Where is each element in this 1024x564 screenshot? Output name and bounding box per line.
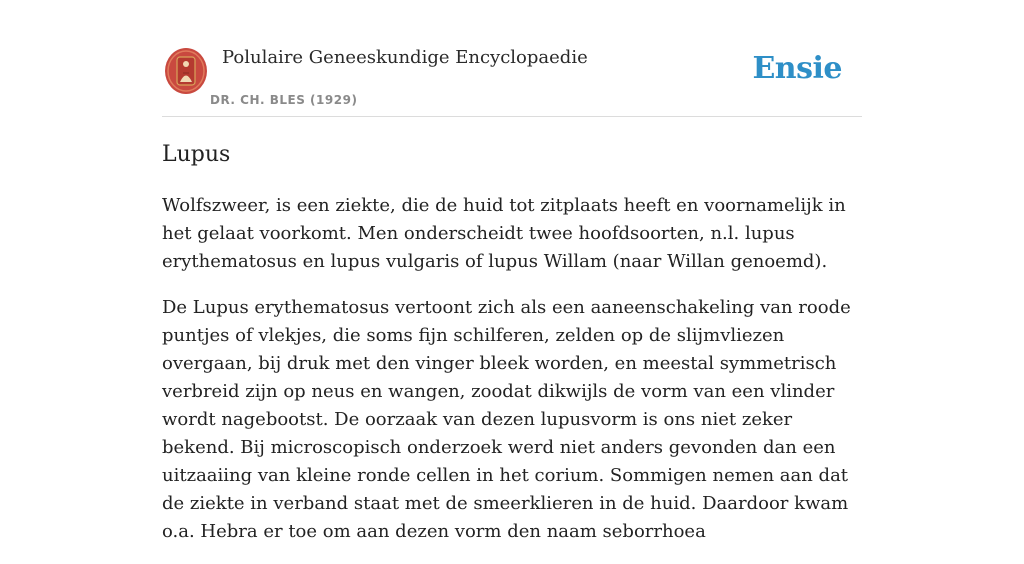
paragraph: De Lupus erythematosus vertoont zich als een aaneenschakeling van roode puntjes of vlekjes, die soms fijn schilferen, zelden op de slijmvliezen overgaan, bij druk met den vinger bleek worden, en meestal symmetrisch verbreid zijn op neus en wangen, zoodat dikwijls de vorm van een vlinder wordt nagebootst. De oorzaak van dezen lupusvorm is ons niet zeker bekend. Bij microscopisch onderzoek werd niet anders gevonden dan een uitzaaiing van kleine ronde cellen in het corium. Sommigen nemen aan dat de ziekte in verband staat met de smeerklieren in de huid. Daardoor kwam o.a. Hebra er toe om aan dezen vorm den naam seborrhoea xyxy=(162,297,851,542)
brand-logo[interactable]: Ensie xyxy=(752,51,842,86)
header xyxy=(162,0,862,117)
entry-content xyxy=(162,192,864,564)
book-cover-icon[interactable] xyxy=(164,47,208,95)
book-author[interactable]: DR. CH. BLES (1929) xyxy=(210,93,358,107)
page xyxy=(162,0,862,542)
entry-title: Lupus xyxy=(162,142,231,167)
book-title[interactable]: Polulaire Geneeskundige Encyclopaedie xyxy=(222,47,588,68)
paragraph: Wolfszweer, is een ziekte, die de huid tot zitplaats heeft en voornamelijk in het gelaat voorkomt. Men onderscheidt twee hoofdsoorten, n.l. lupus erythematosus en lupus vulgaris of lupus Willam (naar Willan genoemd). xyxy=(162,195,846,272)
